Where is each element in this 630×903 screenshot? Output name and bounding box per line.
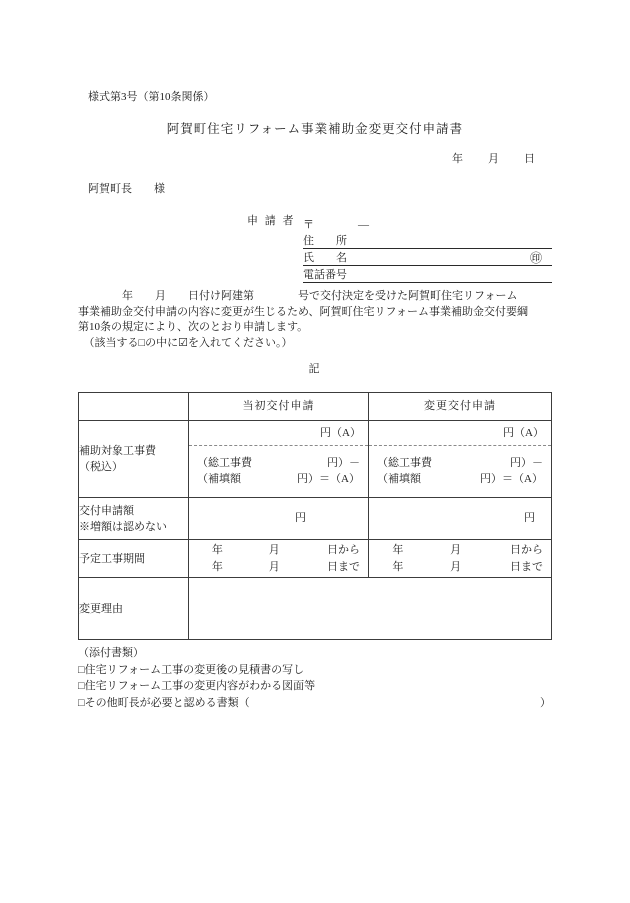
form-number: 様式第3号（第10条関係） (88, 91, 215, 103)
period-year: 年 (211, 560, 223, 573)
formula2-right: 円）＝（A） (297, 473, 360, 485)
row-change-reason (79, 578, 552, 640)
cost-cell-changed (369, 421, 552, 498)
addressee-line: 阿賀町長 様 (88, 183, 165, 195)
formula1-right: 円）－ (327, 457, 360, 469)
formula2-left: （補填額 (377, 473, 421, 485)
cost-row-label (79, 421, 189, 498)
period-day-from: 日から (326, 543, 360, 556)
paragraph-line-3: 第10条の規定により、次のとおり申請します。 (78, 321, 309, 333)
application-cell-original (189, 498, 369, 540)
formula2-left: （補填額 (197, 473, 241, 485)
attachments-block (78, 645, 551, 711)
period-month: 月 (450, 560, 462, 573)
row-work-period (79, 540, 552, 578)
formula1-left: （総工事費 (377, 457, 432, 469)
period-year: 年 (392, 560, 404, 573)
applicant-fields (303, 215, 552, 283)
period-row-label: 予定工事期間 (79, 540, 189, 578)
attachment-item-other (78, 695, 551, 712)
formula1-left: （総工事費 (197, 457, 252, 469)
reason-cell (189, 578, 552, 640)
address-label: 住 所 (303, 235, 347, 247)
cost-label-line2: （税込） (79, 461, 123, 473)
formula2-right: 円）＝（A） (480, 473, 543, 485)
reason-row-label: 変更理由 (79, 578, 189, 640)
name-field (303, 249, 552, 266)
application-unit-original: 円 (295, 512, 306, 524)
period-cell-changed (369, 540, 552, 578)
postal-line: 〒 ― (303, 219, 369, 231)
cost-amount-changed: 円（A） (369, 421, 551, 446)
paragraph-line-1: 年 月 日付け阿建第 号で交付決定を受けた阿賀町住宅リフォーム (78, 290, 518, 302)
cost-amount-original: 円（A） (189, 421, 368, 446)
attachments-title: （添付書類） (78, 647, 144, 659)
period-day-to: 日まで (509, 560, 543, 573)
applicant-block (247, 215, 552, 283)
row-subsidized-cost (79, 421, 552, 498)
attachment-other-text: □その他町長が必要と認める書類（ (78, 696, 250, 709)
paragraph-line-2: 事業補助金交付申請の内容に変更が生じるため、阿賀町住宅リフォーム事業補助金交付要綱 (78, 305, 529, 318)
address-field (303, 232, 552, 249)
applicant-label: 申 請 者 (247, 215, 296, 227)
period-month: 月 (268, 560, 280, 573)
cost-cell-original (189, 421, 369, 498)
period-day-from: 日から (509, 543, 543, 556)
cost-formula-original (189, 446, 368, 487)
date-line: 年 月 日 (452, 153, 536, 165)
body-paragraph (78, 289, 552, 351)
ki-heading: 記 (308, 363, 322, 375)
header-empty-cell (79, 393, 189, 421)
application-row-label (79, 498, 189, 540)
attachment-other-close-paren: ） (540, 696, 551, 709)
phone-label: 電話番号 (303, 269, 347, 281)
row-application-amount (79, 498, 552, 540)
period-cell-original (189, 540, 369, 578)
period-month: 月 (450, 543, 462, 556)
application-label-line2: ※増額は認めない (79, 520, 167, 533)
application-cell-changed (369, 498, 552, 540)
table-header-row (79, 393, 552, 421)
period-month: 月 (268, 543, 280, 556)
cost-formula-changed (369, 446, 551, 487)
application-table (78, 392, 552, 640)
page-title: 阿賀町住宅リフォーム事業補助金変更交付申請書 (166, 122, 464, 136)
header-changed-application: 変更交付申請 (369, 393, 552, 421)
application-label-line1: 交付申請額 (79, 504, 134, 517)
seal-mark: ㊞ (529, 251, 542, 265)
application-unit-changed: 円 (524, 512, 535, 524)
name-label: 氏 名 (303, 252, 347, 264)
formula1-right: 円）－ (510, 457, 543, 469)
period-day-to: 日まで (326, 560, 360, 573)
period-year: 年 (392, 543, 404, 556)
attachment-item-drawings: □住宅リフォーム工事の変更内容がわかる図面等 (78, 680, 316, 692)
phone-field (303, 266, 552, 283)
header-original-application: 当初交付申請 (189, 393, 369, 421)
attachment-item-estimate: □住宅リフォーム工事の変更後の見積書の写し (78, 663, 305, 676)
cost-label-line1: 補助対象工事費 (79, 445, 156, 457)
period-year: 年 (211, 543, 223, 556)
checkbox-instruction: （該当する□の中に☑を入れてください。） (78, 336, 293, 349)
